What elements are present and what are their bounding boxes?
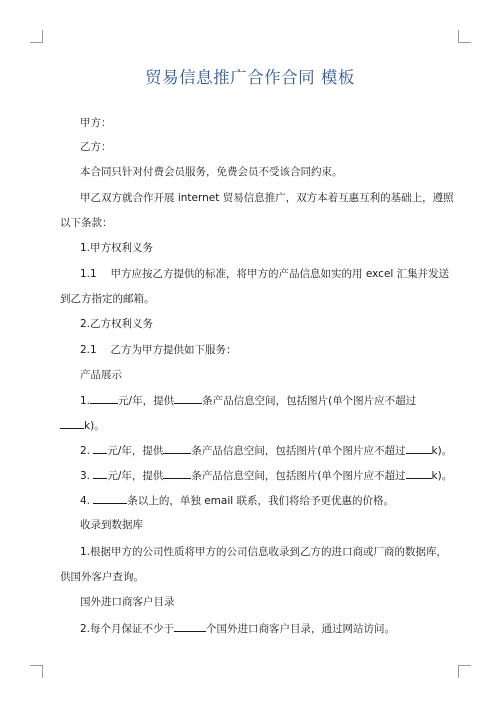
size-blank [406,443,432,454]
intro-paragraph-line1: 甲乙双方就合作开展 internet 贸易信息推广，双方本着互惠互利的基础上，遵照 [80,192,454,204]
product-item-1-line1: 1. 元/年，提供 条产品信息空间，包括图片(单个图片应不超过 [80,395,417,407]
size-blank [406,468,432,479]
importer-directory-heading: 国外进口商客户目录 [80,596,175,608]
item-number: 1. [80,395,91,407]
database-heading: 收录到数据库 [80,519,143,531]
database-clause-line2: 供国外客户查询。 [60,571,144,583]
crop-mark-top-right [458,30,471,43]
party-a-label: 甲方： [80,117,112,129]
count-blank [174,621,206,632]
count-blank [163,443,191,454]
scope-note: 本合同只针对付费会员服务，免费会员不受该合同约束。 [80,166,343,178]
crop-mark-top-left [30,30,43,43]
product-item-4: 4. 条以上的，单独 email 联系，我们将给予更优惠的价格。 [80,495,394,507]
count-blank [93,493,127,504]
party-b-label: 乙方： [80,141,112,153]
section2-heading: 2.乙方权利义务 [80,318,154,330]
price-blank [93,443,107,454]
product-item-1-line2: k)。 [60,418,105,433]
count-blank [174,393,202,404]
clause-2-1: 2.1 乙方为甲方提供如下服务： [80,344,237,356]
size-blank [60,418,84,429]
section1-heading: 1.甲方权利义务 [80,242,154,254]
intro-paragraph-line2: 以下条款： [60,217,113,229]
clause-1-1-line2: 到乙方指定的邮箱。 [60,293,155,305]
product-item-3: 3. 元/年，提供 条产品信息空间，包括图片(单个图片应不超过 k)。 [80,470,453,482]
count-blank [163,468,191,479]
crop-mark-bottom-right [458,665,471,678]
importer-directory-clause: 2.每个月保证不少于 个国外进口商客户目录，通过网站访问。 [80,623,396,635]
product-display-heading: 产品展示 [80,369,122,381]
crop-mark-bottom-left [30,665,43,678]
price-blank [93,468,107,479]
price-blank [90,393,118,404]
clause-1-1-line1: 1.1 甲方应按乙方提供的标准，将甲方的产品信息如实的用 excel 汇集并发送 [80,268,450,280]
database-clause-line1: 1.根据甲方的公司性质将甲方的公司信息收录到乙方的进口商或厂商的数据库， [80,546,448,558]
product-item-2: 2. 元/年，提供 条产品信息空间，包括图片(单个图片应不超过 k)。 [80,445,453,457]
document-title: 贸易信息推广合作合同 模板 [145,68,355,87]
